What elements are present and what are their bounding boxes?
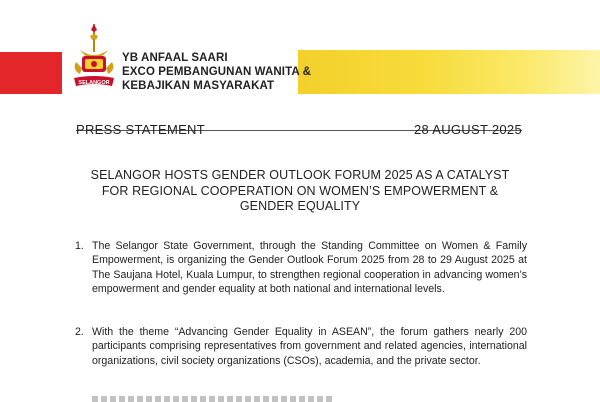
paragraph-text: With the theme “Advancing Gender Equality in ASEAN”, the forum gathers nearly 200 participants comprising representatives from government and related agencies, international organizations, civil society organizations (CSOs), academia, and the private sector. — [92, 326, 527, 367]
document-meta-row — [76, 122, 522, 138]
press-headline: SELANGOR HOSTS GENDER OUTLOOK FORUM 2025 AS A CATALYST FOR REGIONAL COOPERATION ON WOMEN’S EMPOWERMENT & GENDER EQUALITY — [90, 168, 510, 213]
paragraph-number: 1. — [75, 240, 84, 252]
paragraph-number: 2. — [75, 326, 84, 338]
document-date: 28 AUGUST 2025 — [413, 122, 522, 137]
office-holder-name: YB ANFAAL SAARI — [122, 52, 228, 64]
paragraph-1 — [75, 239, 527, 297]
letterhead-yellow-band — [298, 50, 600, 94]
office-portfolio-line-1: EXCO PEMBANGUNAN WANITA & — [122, 66, 312, 78]
selangor-crest-icon — [68, 22, 120, 94]
document-type-label: PRESS STATEMENT — [76, 122, 205, 137]
crest-scroll-label: SELANGOR — [78, 80, 110, 86]
paragraph-text: The Selangor State Government, through the Standing Committee on Women & Family Empowerment, is organizing the Gender Outlook Forum 2025 from 28 to 29 August 2025 at The Saujana Hotel, Kuala Lumpur, to strengthen regional cooperation in advancing women’s empowerment and gender equality at both national and international levels. — [92, 240, 527, 296]
letterhead-red-band — [0, 52, 62, 94]
paragraph-2 — [75, 325, 527, 368]
office-portfolio-line-2: KEBAJIKAN MASYARAKAT — [122, 80, 275, 92]
office-block — [122, 51, 311, 93]
next-paragraph-cutoff — [92, 396, 332, 402]
